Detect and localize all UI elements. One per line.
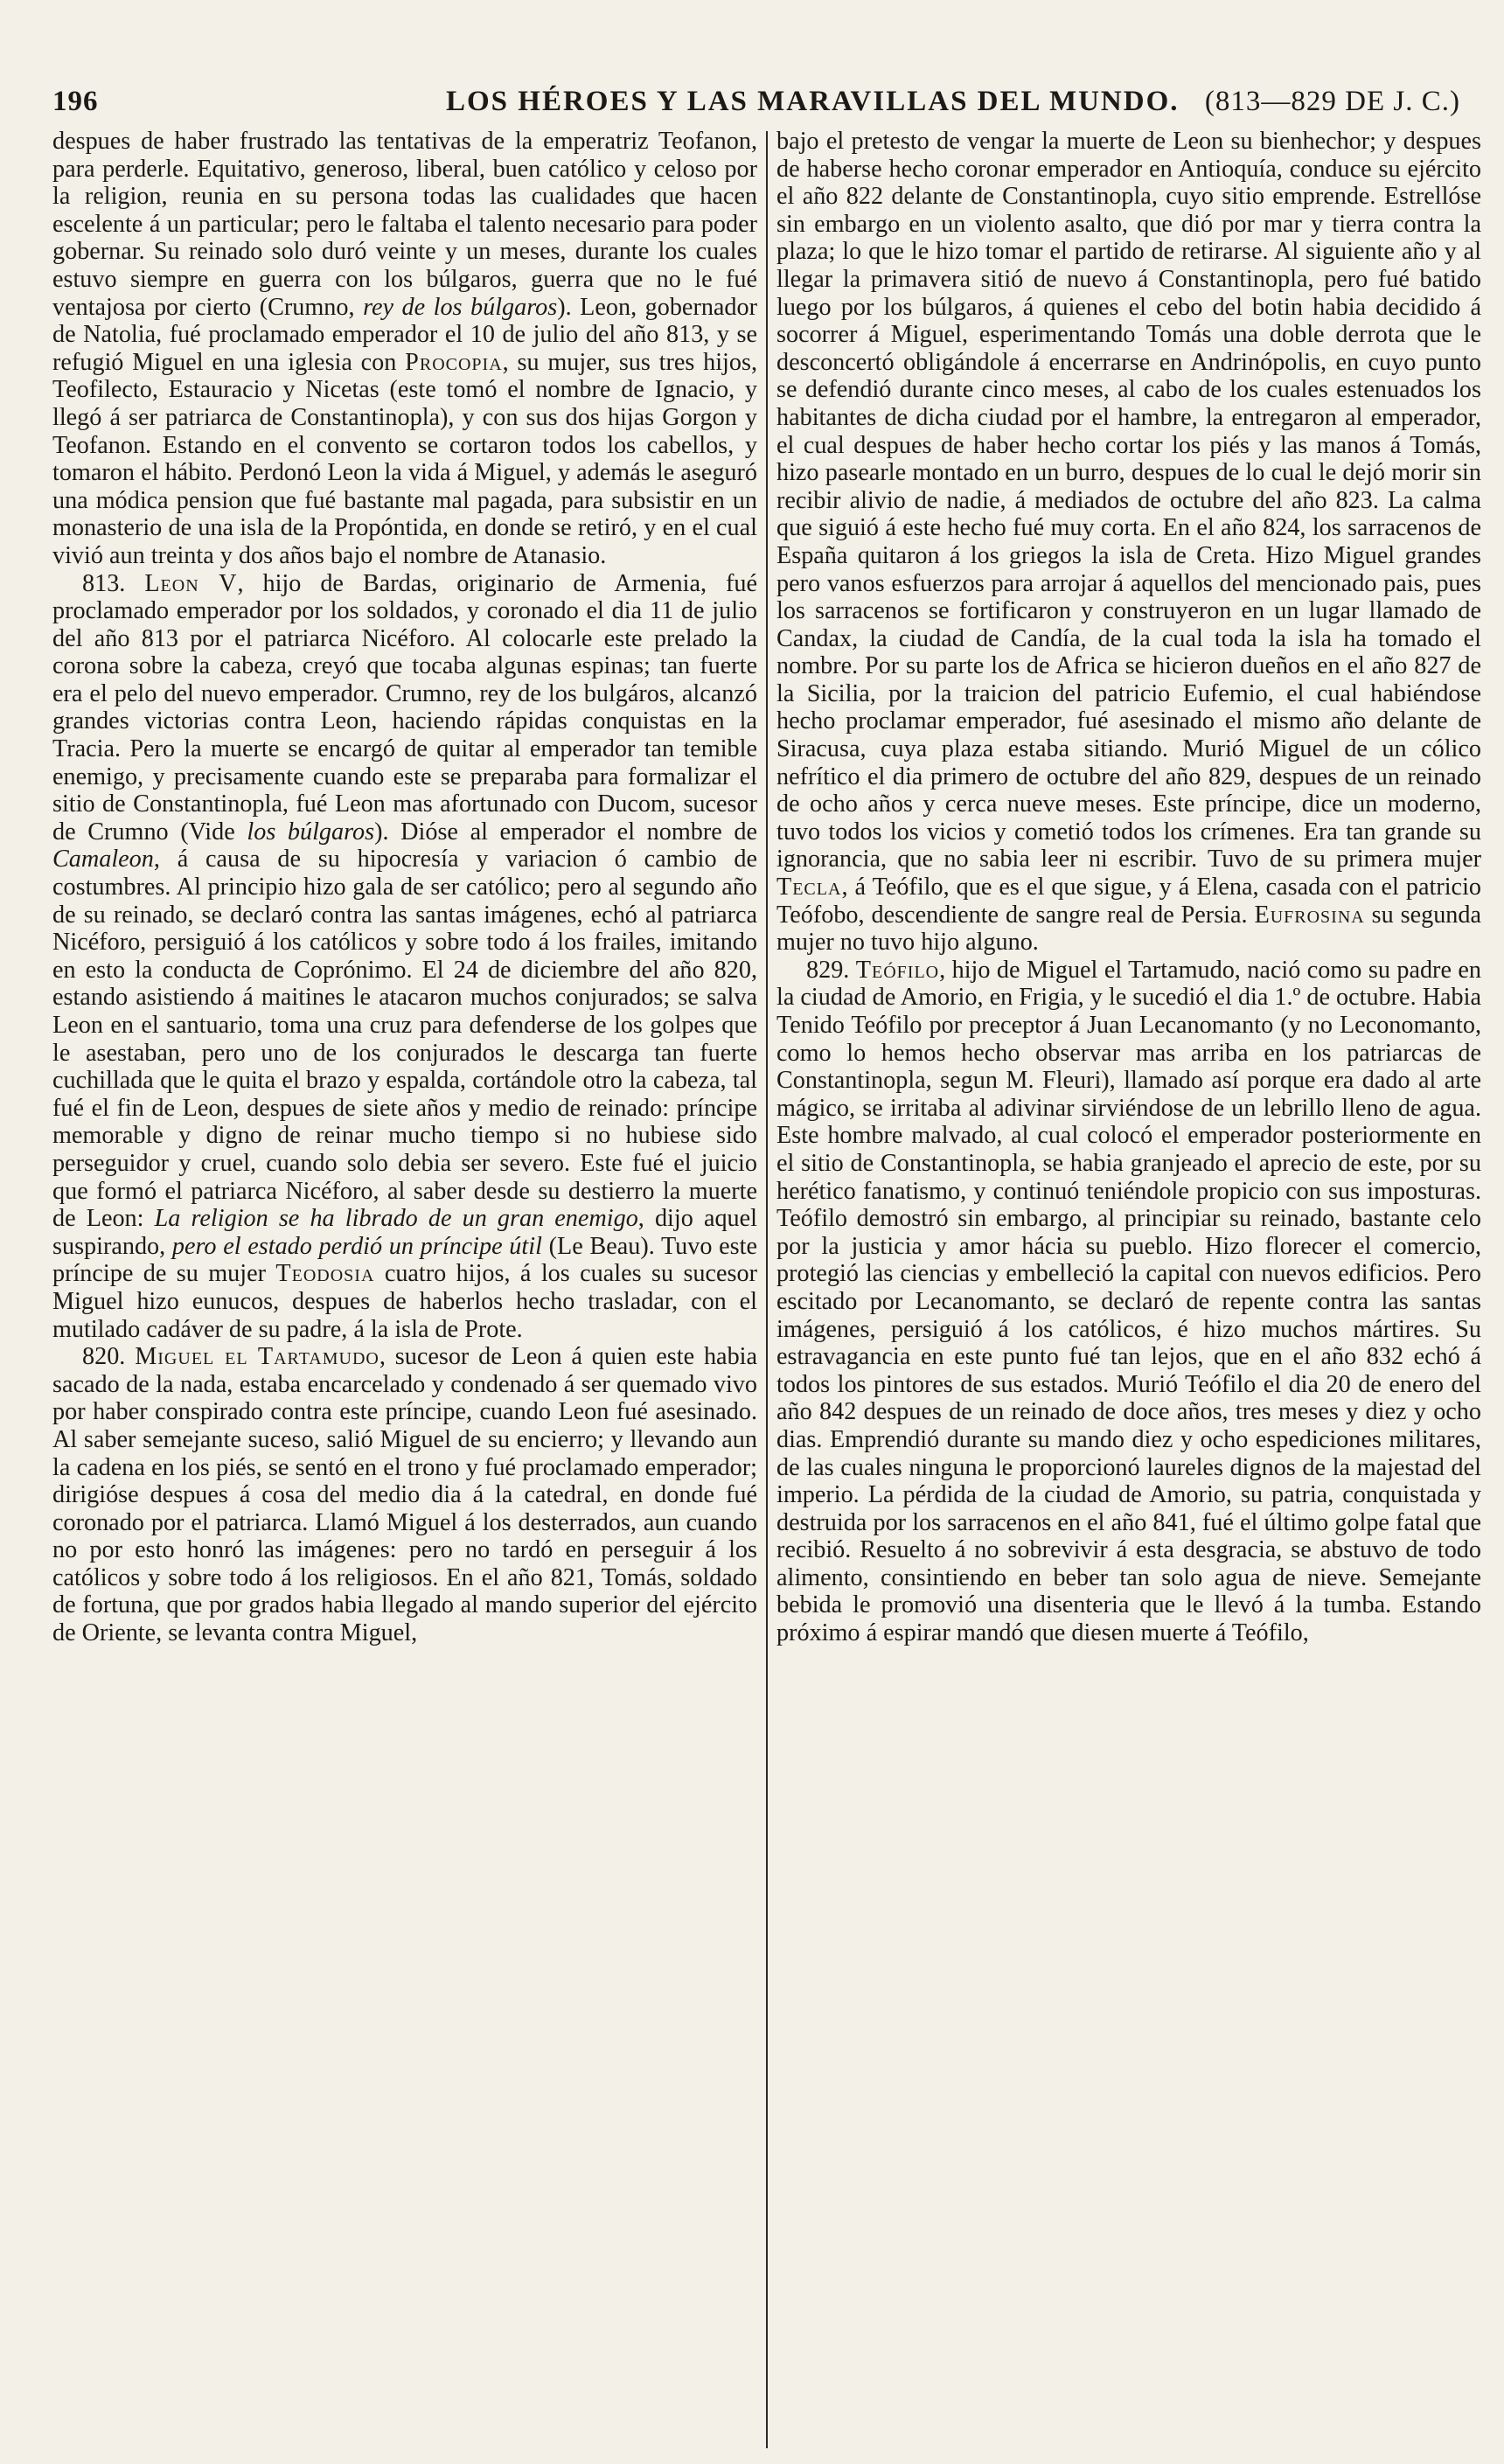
paragraph-leon-v: 813. Leon V, hijo de Bardas, originario de Armenia, fué proclamado emperador por los soldados, y coronado el dia 11 de julio del año 813 por el patriarca Nicéforo. Al colocarle este prelado la corona sobre la cabeza, creyó que tocaba algunas espinas; tan fuerte era el pelo del nuevo emperador. Crumno, rey de los bulgáros, alcanzó grandes victorias contra Leon, haciendo rápidas conquistas en la Tracia. Pero la muerte se encargó de quitar al emperador tan temible enemigo, y precisamente cuando este se preparaba para formalizar el sitio de Constantinopla, fué Leon mas afortunado con Ducom, sucesor de Crumno (Vide los búlgaros). Dióse al emperador el nombre de Camaleon, á causa de su hipocresía y variacion ó cambio de costumbres. Al principio hizo gala de ser católico; pero al segundo año de su reinado, se declaró contra las santas imágenes, echó al patriarca Nicéforo, persiguió á los católicos y sobre todo á los frailes, imitando en esto la conducta de Coprónimo. El 24 de diciembre del año 820, estando asistiendo á maitines le atacaron muchos conjurados; se salva Leon en el santuario, toma una cruz para defenderse de los golpes que le asestaban, pero uno de los conjurados le descarga tan fuerte cuchillada que le quita el brazo y espalda, cortándole otro la cabeza, tal fué el fin de Leon, despues de siete años y medio de reinado: príncipe memorable y digno de reinar mucho tiempo si no hubiese sido perseguidor y cruel, cuando solo debia ser severo. Este fué el juicio que formó el patriarca Nicéforo, al saber desde su destierro la muerte de Leon: La religion se ha librado de un gran enemigo, dijo aquel suspirando, pero el estado perdió un príncipe útil (Le Beau). Tuvo este príncipe de su mujer Teodosia cuatro hijos, á los cuales su sucesor Miguel hizo eunucos, despues de haberlos hecho trasladar, con el mutilado cadáver de su padre, á la isla de Prote. bbox=[52, 569, 757, 1343]
page-header bbox=[52, 86, 1460, 129]
paragraph-teofilo: 829. Teófilo, hijo de Miguel el Tartamudo, nació como su padre en la ciudad de Amorio, en Frigia, y le sucedió el dia 1.º de octubre. Habia Tenido Teófilo por preceptor á Juan Lecanomanto (y no Leconomanto, como lo hemos hecho observar mas arriba en los patriarcas de Constantinopla, segun M. Fleuri), llamado así porque era dado al arte mágico, se irritaba al adivinar sirviéndose de un lebrillo lleno de agua. Este hombre malvado, al cual colocó el emperador posteriormente en el sitio de Constantinopla, se habia granjeado el aprecio de este, por su herético fanatismo, y continuó teniéndole propicio con sus imposturas. Teófilo demostró sin embargo, al principiar su reinado, bastante celo por la justicia y amor hácia su pueblo. Hizo florecer el comercio, protegió las ciencias y embelleció la capital con nuevos edificios. Pero escitado por Lecanomanto, se declaró de repente contra las santas imágenes, persiguió á los católicos, é hizo muchos mártires. Su estravagancia en este punto fué tan lejos, que en el año 832 echó á todos los pintores de sus estados. Murió Teófilo el dia 20 de enero del año 842 despues de un reinado de doce años, tres meses y diez y ocho dias. Emprendió durante su mando diez y ocho espediciones militares, de las cuales ninguna le proporcionó laureles dignos de la majestad del imperio. La pérdida de la ciudad de Amorio, su patria, conquistada y destruida por los sarracenos en el año 841, fué el último golpe fatal que recibió. Resuelto á no sobrevivir á esta desgracia, se abstuvo de todo alimento, consintiendo en beber tan solo agua de nieve. Semejante bebida le promovió una disenteria que le llevó á la tumba. Estando próximo á espirar mandó que diesen muerte á Teófilo, bbox=[776, 956, 1481, 1647]
paragraph-michael-continued: despues de haber frustrado las tentativas de la emperatriz Teofanon, para perderle. Equitativo, generoso, liberal, buen católico y celoso por la religion, reunia en su persona todas las cualidades que hacen escelente á un particular; pero le faltaba el talento necesario para poder gobernar. Su reinado solo duró veinte y un meses, durante los cuales estuvo siempre en guerra con los búlgaros, guerra que no le fué ventajosa por cierto (Crumno, rey de los búlgaros). Leon, gobernador de Natolia, fué proclamado emperador el 10 de julio del año 813, y se refugió Miguel en una iglesia con Procopia, su mujer, sus tres hijos, Teofilecto, Estauracio y Nicetas (este tomó el nombre de Ignacio, y llegó á ser patriarca de Constantinopla), y con sus dos hijas Gorgon y Teofanon. Estando en el convento se cortaron todos los cabellos, y tomaron el hábito. Perdonó Leon la vida á Miguel, y además le aseguró una módica pension que fué bastante mal pagada, para subsistir en un monasterio de una isla de la Propóntida, en donde se retiró, y en el cual vivió aun treinta y dos años bajo el nombre de Atanasio. bbox=[52, 128, 757, 569]
right-column bbox=[776, 128, 1481, 2454]
column-divider bbox=[766, 131, 768, 2448]
left-column bbox=[52, 128, 757, 2454]
page-number: 196 bbox=[52, 86, 99, 117]
paragraph-miguel-tartamudo: 820. Miguel el Tartamudo, sucesor de Leon á quien este habia sacado de la nada, estaba encarcelado y condenado á ser quemado vivo por haber conspirado contra este príncipe, cuando Leon fué asesinado. Al saber semejante suceso, salió Miguel de su encierro; y llevando aun la cadena en los piés, se sentó en el trono y fué proclamado emperador; dirigióse despues á cosa del medio dia á la catedral, en donde fué coronado por el patriarca. Llamó Miguel á los desterrados, aun cuando no por esto honró las imágenes: pero no tardó en perseguir á los católicos y sobre todo á los religiosos. En el año 821, Tomás, soldado de fortuna, que por grados habia llegado al mando superior del ejército de Oriente, se levanta contra Miguel, bbox=[52, 1343, 757, 1647]
paragraph-miguel-continued: bajo el pretesto de vengar la muerte de Leon su bienhechor; y despues de haberse hecho coronar emperador en Antioquía, conduce su ejército el año 822 delante de Constantinopla, cuyo sitio emprende. Estrellóse sin embargo en un violento asalto, que dió por mar y tierra contra la plaza; lo que le hizo tomar el partido de retirarse. Al siguiente año y al llegar la primavera sitió de nuevo á Constantinopla, pero fué batido luego por los búlgaros, á quienes el cebo del botin habia decidido á socorrer á Miguel, esperimentando Tomás una doble derrota que le desconcertó obligándole á encerrarse en Andrinópolis, en cuyo punto se defendió durante cinco meses, al cabo de los cuales estenuados los habitantes de dicha ciudad por el hambre, la entregaron al emperador, el cual despues de haber hecho cortar los piés y las manos á Tomás, hizo pasearle montado en un burro, despues de lo cual le dejó morir sin recibir alivio de nadie, á mediados de octubre del año 823. La calma que siguió á este hecho fué muy corta. En el año 824, los sarracenos de España quitaron á los griegos la isla de Creta. Hizo Miguel grandes pero vanos esfuerzos para arrojar á aquellos del mencionado pais, pues los sarracenos se fortificaron y construyeron en un lugar llamado de Candax, la ciudad de Candía, de la cual toda la isla ha tomado el nombre. Por su parte los de Africa se hicieron dueños en el año 827 de la Sicilia, por la traicion del patricio Eufemio, el cual habiéndose hecho proclamar emperador, fué asesinado el mismo año delante de Siracusa, cuya plaza estaba sitiando. Murió Miguel de un cólico nefrítico el dia primero de octubre del año 829, despues de un reinado de ocho años y cerca nueve meses. Este príncipe, dice un moderno, tuvo todos los vicios y cometió todos los crímenes. Era tan grande su ignorancia, que no sabia leer ni escribir. Tuvo de su primera mujer Tecla, á Teófilo, que es el que sigue, y á Elena, casada con el patricio Teófobo, descendiente de sangre real de Persia. Eufrosina su segunda mujer no tuvo hijo alguno. bbox=[776, 128, 1481, 957]
date-range: (813—829 DE J. C.) bbox=[1204, 86, 1460, 117]
running-title: LOS HÉROES Y LAS MARAVILLAS DEL MUNDO. bbox=[446, 86, 1180, 117]
